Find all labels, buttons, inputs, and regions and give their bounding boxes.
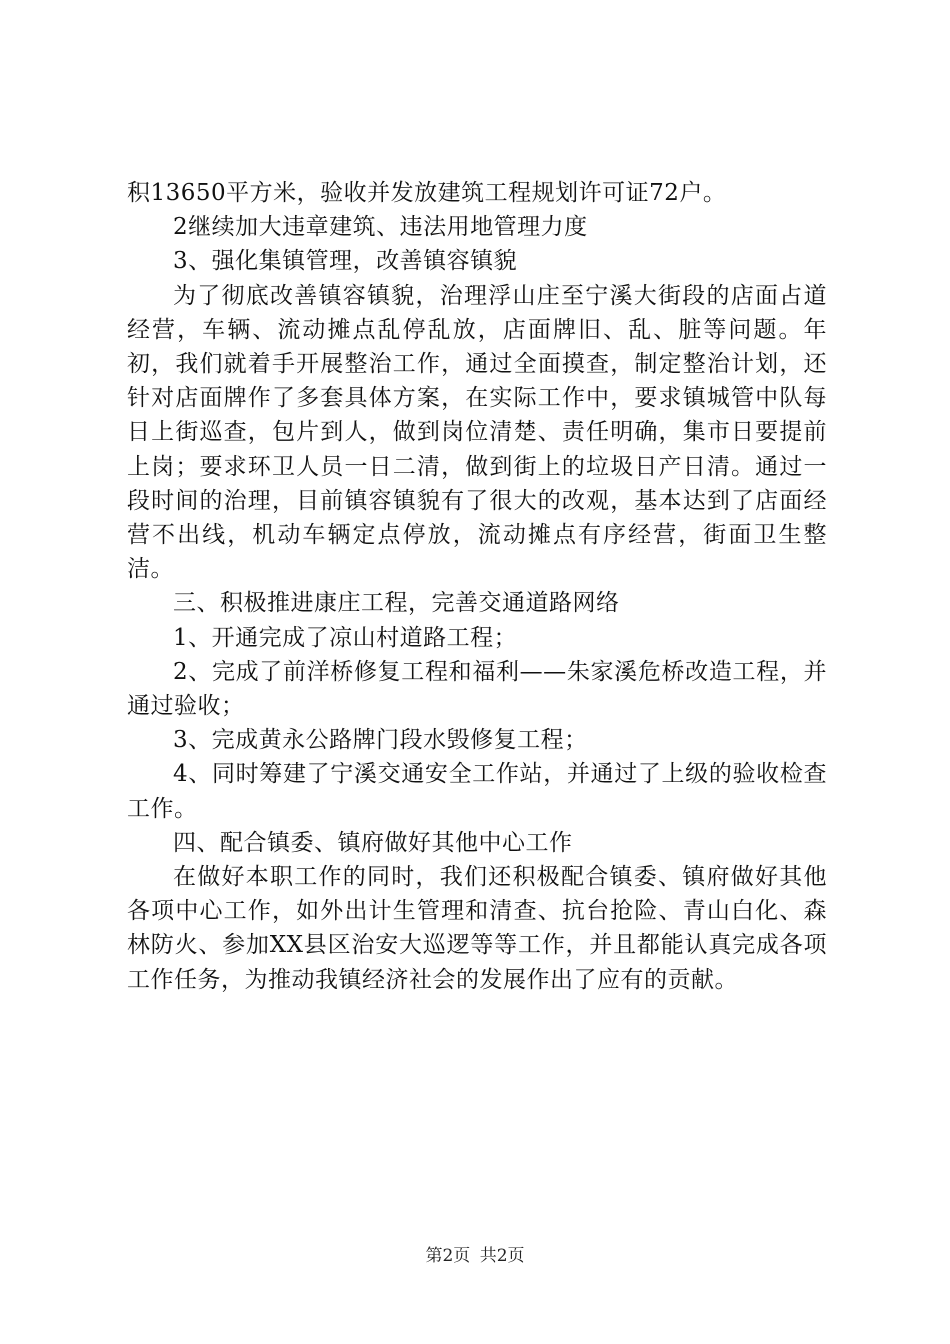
page-number-label: 第2页 共2页 (425, 1246, 525, 1266)
paragraph-2: 2继续加大违章建筑、违法用地管理力度 (173, 214, 588, 241)
paragraph-1: 积13650平方米，验收并发放建筑工程规划许可证72户。 (127, 180, 727, 206)
paragraph-3: 3、强化集镇管理，改善镇容镇貌 (173, 248, 518, 275)
page-footer (0, 1244, 950, 1268)
paragraph-5: 三、积极推进康庄工程，完善交通道路网络 (173, 590, 620, 617)
document-body (127, 176, 827, 997)
paragraph-9: 4、同时筹建了宁溪交通安全工作站，并通过了上级的验收检查工作。 (127, 761, 827, 822)
paragraph-11: 在做好本职工作的同时，我们还积极配合镇委、镇府做好其他各项中心工作，如外出计生管理和清查、抗台抢险、青山白化、森林防火、参加XX县区治安大巡逻等等工作，并且都能认真完成各项工作任务，为推动我镇经济社会的发展作出了应有的贡献。 (127, 864, 827, 993)
paragraph-4: 为了彻底改善镇容镇貌，治理浮山庄至宁溪大街段的店面占道经营，车辆、流动摊点乱停乱放，店面牌旧、乱、脏等问题。年初，我们就着手开展整治工作，通过全面摸查，制定整治计划，还针对店面牌作了多套具体方案，在实际工作中，要求镇城管中队每日上街巡查，包片到人，做到岗位清楚、责任明确，集市日要提前上岗；要求环卫人员一日二清，做到街上的垃圾日产日清。通过一段时间的治理，目前镇容镇貌有了很大的改观，基本达到了店面经营不出线，机动车辆定点停放，流动摊点有序经营，街面卫生整洁。 (127, 282, 827, 583)
paragraph-10: 四、配合镇委、镇府做好其他中心工作 (173, 829, 573, 856)
paragraph-8: 3、完成黄永公路牌门段水毁修复工程； (173, 727, 588, 754)
paragraph-7: 2、完成了前洋桥修复工程和福利——朱家溪危桥改造工程，并通过验收； (127, 658, 827, 720)
paragraph-6: 1、开通完成了凉山村道路工程； (173, 624, 518, 651)
